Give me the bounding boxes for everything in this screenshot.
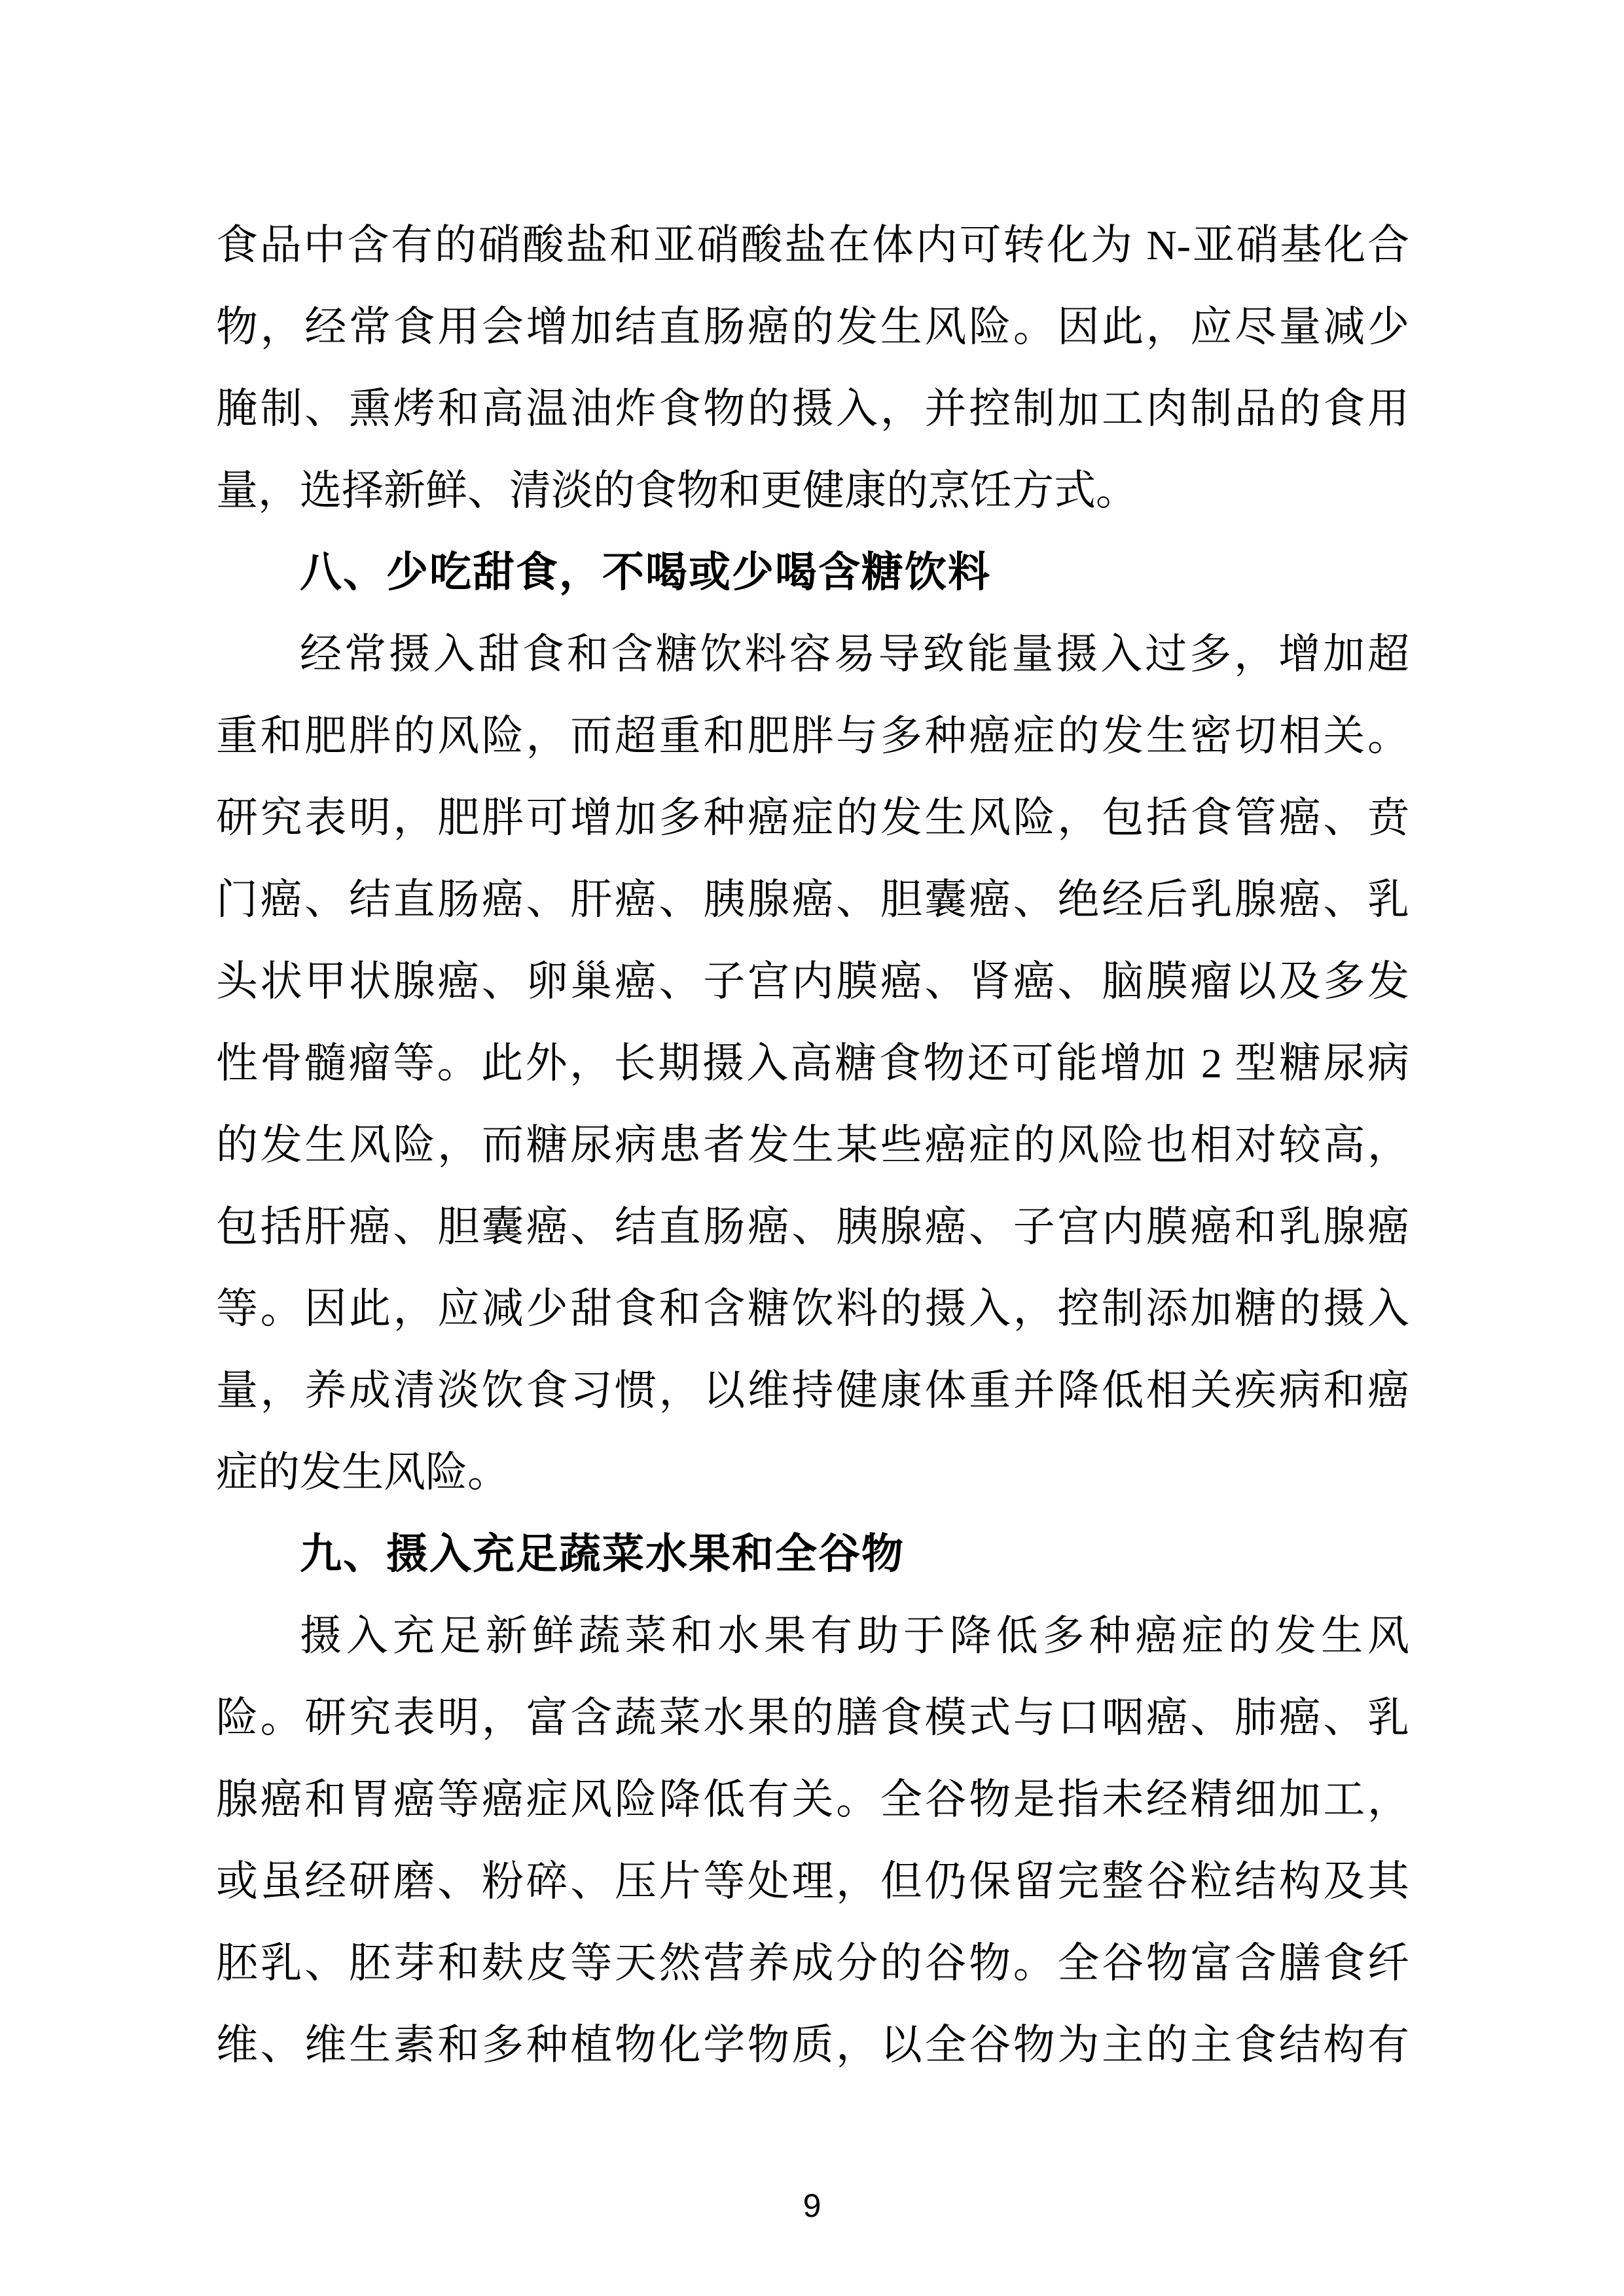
body-line: 研究表明，肥胖可增加多种癌症的发生风险，包括食管癌、贲 bbox=[216, 795, 1409, 841]
body-line: 症的发生风险。 bbox=[216, 1449, 509, 1496]
body-line: 食品中含有的硝酸盐和亚硝酸盐在体内可转化为 N-亚硝基化合 bbox=[216, 222, 1409, 268]
body-line: 经常摄入甜食和含糖饮料容易导致能量摄入过多，增加超 bbox=[300, 631, 1409, 677]
body-line: 胚乳、胚芽和麸皮等天然营养成分的谷物。全谷物富含膳食纤 bbox=[216, 1940, 1409, 1986]
body-line: 摄入充足新鲜蔬菜和水果有助于降低多种癌症的发生风 bbox=[300, 1613, 1409, 1659]
section-heading-8: 八、少吃甜食，不喝或少喝含糖饮料 bbox=[300, 548, 991, 596]
page-number: 9 bbox=[803, 2187, 821, 2224]
body-line: 维、维生素和多种植物化学物质，以全谷物为主的主食结构有 bbox=[216, 2022, 1409, 2068]
body-line: 腺癌和胃癌等癌症风险降低有关。全谷物是指未经精细加工， bbox=[216, 1776, 1409, 1823]
body-line: 包括肝癌、胆囊癌、结直肠癌、胰腺癌、子宫内膜癌和乳腺癌 bbox=[216, 1204, 1409, 1250]
body-line: 门癌、结直肠癌、肝癌、胰腺癌、胆囊癌、绝经后乳腺癌、乳 bbox=[216, 876, 1409, 923]
body-line: 量，养成清淡饮食习惯，以维持健康体重并降低相关疾病和癌 bbox=[216, 1367, 1409, 1414]
body-line: 量，选择新鲜、清淡的食物和更健康的烹饪方式。 bbox=[216, 467, 1138, 514]
body-line: 头状甲状腺癌、卵巢癌、子宫内膜癌、肾癌、脑膜瘤以及多发 bbox=[216, 958, 1409, 1005]
body-line: 的发生风险，而糖尿病患者发生某些癌症的风险也相对较高， bbox=[216, 1122, 1409, 1168]
body-line: 重和肥胖的风险，而超重和肥胖与多种癌症的发生密切相关。 bbox=[216, 713, 1409, 759]
body-line: 等。因此，应减少甜食和含糖饮料的摄入，控制添加糖的摄入 bbox=[216, 1285, 1409, 1332]
section-heading-9: 九、摄入充足蔬菜水果和全谷物 bbox=[300, 1530, 905, 1577]
body-line: 险。研究表明，富含蔬菜水果的膳食模式与口咽癌、肺癌、乳 bbox=[216, 1695, 1409, 1741]
body-line: 物，经常食用会增加结直肠癌的发生风险。因此，应尽量减少 bbox=[216, 304, 1409, 350]
body-line: 或虽经研磨、粉碎、压片等处理，但仍保留完整谷粒结构及其 bbox=[216, 1858, 1409, 1905]
body-line: 腌制、熏烤和高温油炸食物的摄入，并控制加工肉制品的食用 bbox=[216, 386, 1409, 432]
body-line: 性骨髓瘤等。此外，长期摄入高糖食物还可能增加 2 型糖尿病 bbox=[216, 1040, 1409, 1086]
text-block bbox=[216, 204, 1409, 2086]
